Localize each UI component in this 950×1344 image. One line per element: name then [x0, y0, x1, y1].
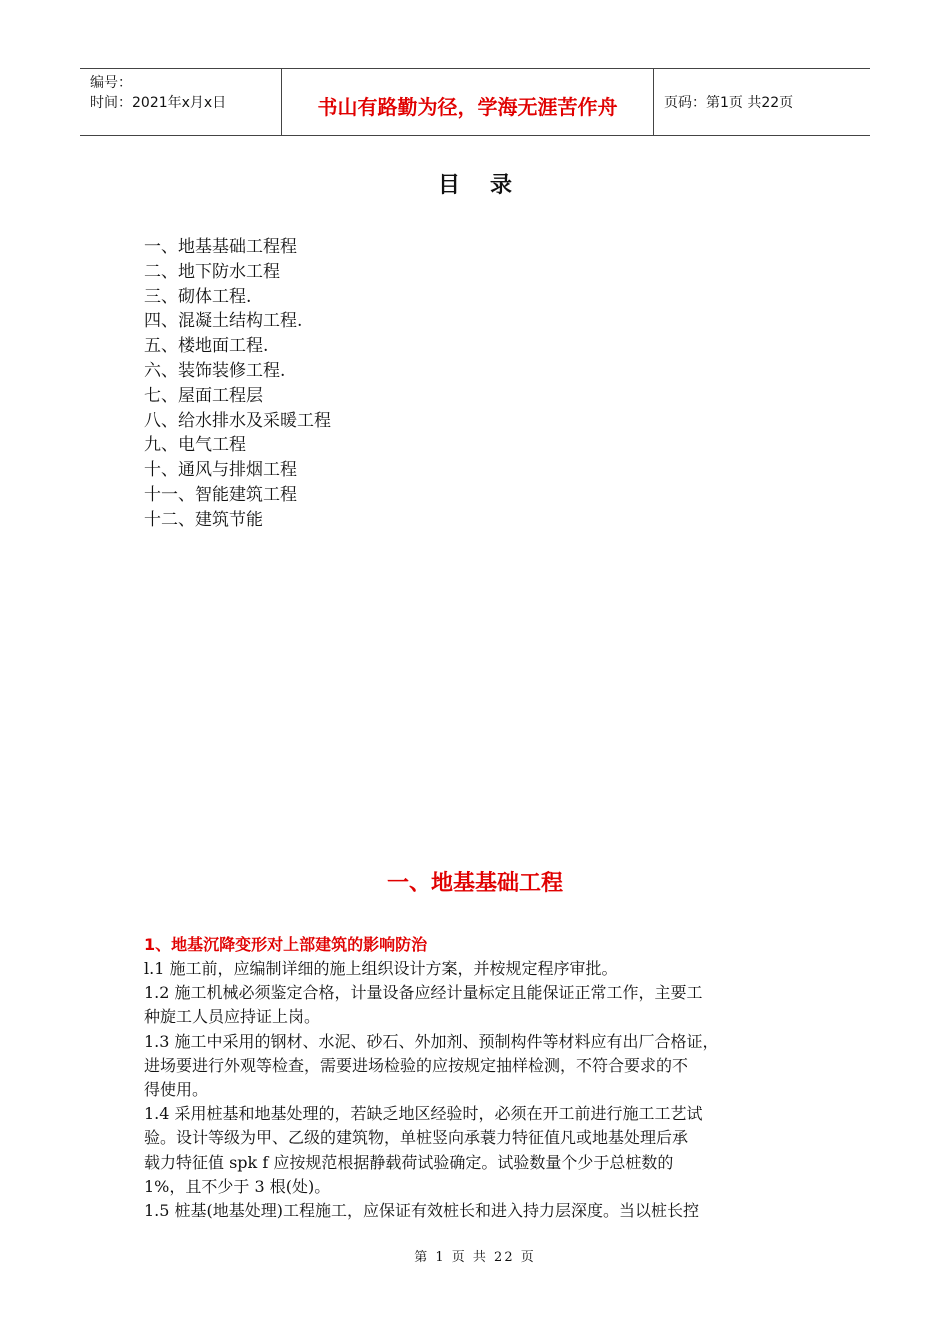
toc-item[interactable]: 六、装饰装修工程. [144, 360, 286, 381]
toc-item[interactable]: 四、混凝土结构工程. [144, 311, 303, 332]
body-line: 1.4 采用桩基和地基处理的，若缺乏地区经验时，必须在开工前进行施工工艺试 [144, 1104, 703, 1124]
header-motto-cell [282, 69, 654, 135]
toc-title: 目录 [437, 173, 542, 198]
section-body [144, 957, 824, 1223]
time-label: 时间：2021年x月x日 [90, 95, 227, 111]
body-line: 1.3 施工中采用的钢材、水泥、砂石、外加剂、预制构件等材料应有出厂合格证， [144, 1031, 719, 1051]
toc-list [144, 235, 331, 533]
header-meta-cell [80, 69, 282, 135]
toc-item[interactable]: 七、屋面工程层 [144, 385, 263, 406]
toc-item[interactable]: 十二、建筑节能 [144, 509, 263, 530]
header-page-info: 页码：第1页 共22页 [664, 95, 794, 111]
body-line: 种旋工人员应持证上岗。 [144, 1007, 321, 1027]
header-motto: 书山有路勤为径，学海无涯苦作舟 [317, 94, 618, 119]
body-line: 得使用。 [144, 1080, 209, 1100]
body-line: 1%，且不少于 3 根(处)。 [144, 1176, 331, 1196]
toc-item[interactable]: 十、通风与排烟工程 [144, 460, 297, 481]
header-page-cell [654, 69, 870, 135]
section-subtitle: 1、地基沉降变形对上部建筑的影响防治 [144, 935, 428, 954]
toc-item[interactable]: 二、地下防水工程 [144, 261, 280, 282]
header-table [80, 68, 870, 136]
toc-item[interactable]: 八、给水排水及采暖工程 [144, 410, 331, 431]
number-label: 编号： [90, 75, 132, 91]
toc-item[interactable]: 三、砌体工程. [144, 286, 252, 307]
toc-item[interactable]: 十一、智能建筑工程 [144, 484, 297, 505]
body-line: 1.2 施工机械必须鉴定合格，计量设备应经计量标定且能保证正常工作，主要工 [144, 983, 703, 1003]
section-title: 一、地基基础工程 [386, 871, 563, 896]
body-line: l.1 施工前，应编制详细的施上组织设计方案，并桉规定程序审批。 [144, 959, 618, 978]
body-line: 1.5 桩基(地基处理)工程施工，应保证有效桩长和进入持力层深度。当以桩长控 [144, 1201, 700, 1221]
body-line: 验。设计等级为甲、乙级的建筑物，单桩竖向承蓑力特征值凡或地基处理后承 [144, 1128, 689, 1148]
toc-item[interactable]: 五、楼地面工程. [144, 336, 269, 357]
body-line: 进场要进行外观等检查，需要进场检验的应按规定抽样检测，不符合要求的不 [144, 1055, 689, 1075]
body-line: 载力特征值 spk f 应按规范根据静载荷试验确定。试验数量个少于总桩数的 [144, 1152, 674, 1172]
page-footer: 第 1 页 共 22 页 [414, 1250, 536, 1265]
toc-item[interactable]: 一、地基基础工程程 [144, 237, 297, 257]
toc-item[interactable]: 九、电气工程 [144, 435, 246, 456]
